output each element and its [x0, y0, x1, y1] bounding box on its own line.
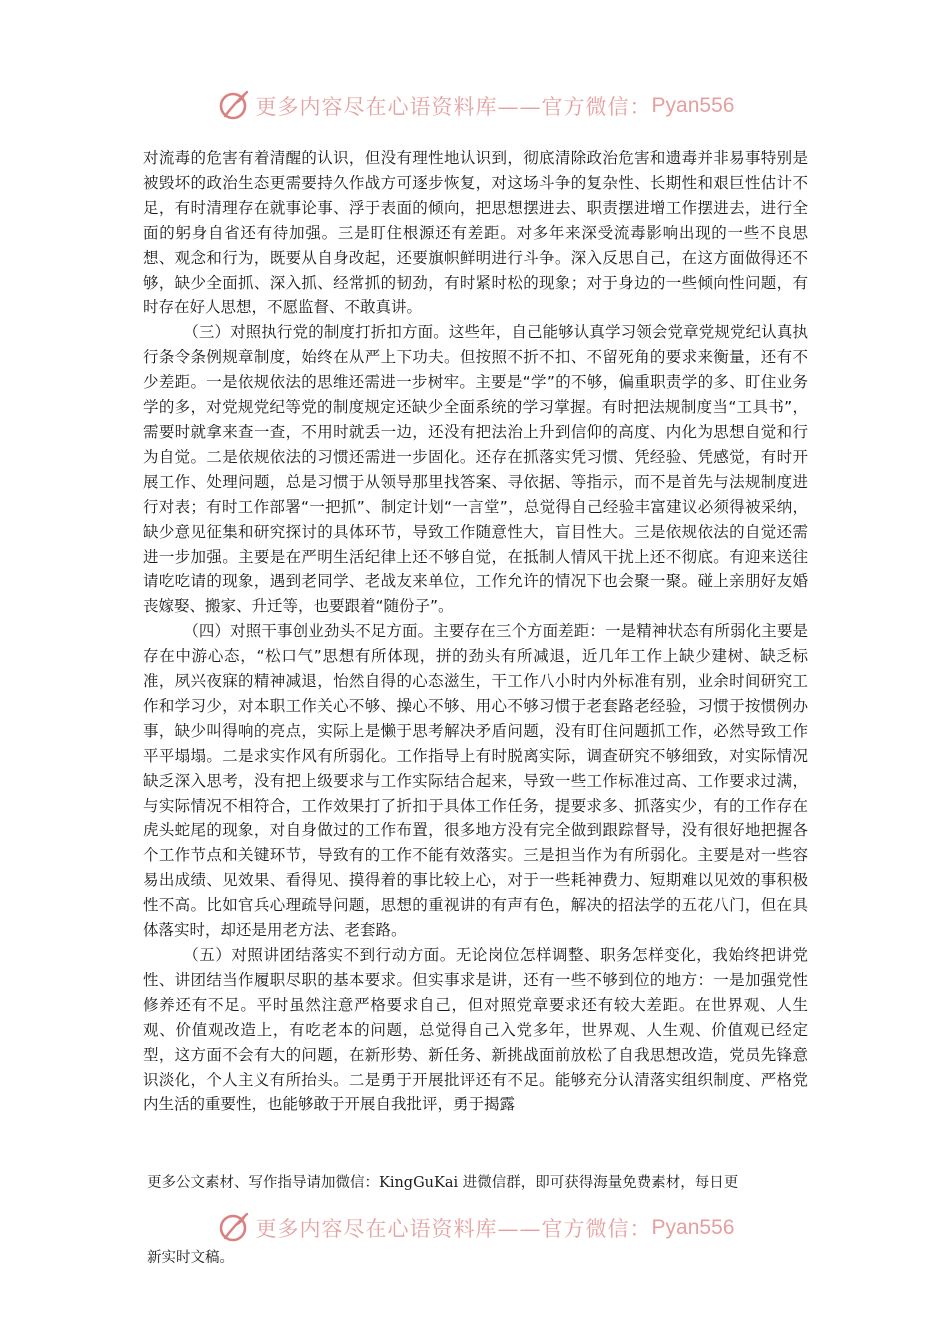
watermark-text: 更多内容尽在心语资料库——官方微信：: [255, 95, 652, 119]
footer-tail: 新实时文稿。: [147, 1250, 234, 1266]
quill-logo-icon: [216, 1211, 250, 1245]
paragraph: （四）对照干事创业劲头不足方面。主要存在三个方面差距：一是精神状态有所弱化主要是存在中游心态，“松口气”思想有所体现，拼的劲头有所减退，近几年工作上缺少建树、缺乏标准，夙兴夜寐的精神减退，怡然自得的心态滋生，干工作八小时内外标准有别，业余时间研究工作和学习少，对本职工作关心不够、操心不够、用心不够习惯于老套路老经验，习惯于按惯例办事，缺少叫得响的亮点，实际上是懒于思考解决矛盾问题，没有盯住问题抓工作，必然导致工作平平塌塌。二是求实作风有所弱化。工作指导上有时脱离实际，调查研究不够细致，对实际情况缺乏深入思考，没有把上级要求与工作实际结合起来，导致一些工作标准过高、工作要求过满，与实际情况不相符合，工作效果打了折扣于具体工作任务，提要求多、抓落实少，有的工作存在虎头蛇尾的现象，对自身做过的工作布置，很多地方没有完全做到跟踪督导，没有很好地把握各个工作节点和关键环节，导致有的工作不能有效落实。三是担当作为有所弱化。主要是对一些容易出成绩、见效果、看得见、摸得着的事比较上心，对于一些耗神费力、短期难以见效的事积极性不高。比如官兵心理疏导问题，思想的重视讲的有声有色，解决的招法学的五花八门，但在具体落实时，却还是用老方法、老套路。: [143, 622, 808, 940]
watermark-wechat-id: Pyan556: [651, 94, 735, 117]
paragraph: （三）对照执行党的制度打折扣方面。这些年，自己能够认真学习领会党章党规党纪认真执行条令条例规章制度，始终在从严上下功夫。但按照不折不扣、不留死角的要求来衡量，还有不少差距。一是依规依法的思维还需进一步树牢。主要是“学”的不够，偏重职责学的多、盯住业务学的多，对党规党纪等党的制度规定还缺少全面系统的学习掌握。有时把法规制度当“工具书”，需要时就拿来查一查，不用时就丢一边，还没有把法治上升到信仰的高度、内化为思想自觉和行为自觉。二是依规依法的习惯还需进一步固化。还存在抓落实凭习惯、凭经验、凭感觉，有时开展工作、处理问题，总是习惯于从领导那里找答案、寻依据、等指示，而不是首先与法规制度进行对表；有时工作部署“一把抓”、制定计划“一言堂”，总觉得自己经验丰富建议必须得被采纳，缺少意见征集和研究探讨的具体环节，导致工作随意性大，盲目性大。三是依规依法的自觉还需进一步加强。主要是在严明生活纪律上还不够自觉，在抵制人情风干扰上还不彻底。有迎来送往请吃吃请的现象，遇到老同学、老战友来单位，工作允许的情况下也会聚一聚。碰上亲朋好友婚丧嫁娶、搬家、升迁等，也要跟着“随份子”。: [143, 323, 808, 616]
document-body: [143, 146, 808, 1117]
quill-logo-icon: [216, 89, 250, 123]
paragraph: （五）对照讲团结落实不到行动方面。无论岗位怎样调整、职务怎样变化，我始终把讲党性、讲团结当作履职尽职的基本要求。但实事求是讲，还有一些不够到位的地方：一是加强党性修养还有不足。平时虽然注意严格要求自己，但对照党章要求还有较大差距。在世界观、人生观、价值观改造上，有吃老本的问题，总觉得自己入党多年，世界观、人生观、价值观已经定型，这方面不会有大的问题，在新形势、新任务、新挑战面前放松了自我思想改造，党员先锋意识淡化，个人主义有所抬头。二是勇于开展批评还有不足。能够充分认清落实组织制度、严格党内生活的重要性，也能够敢于开展自我批评，勇于揭露: [143, 946, 808, 1114]
watermark-wechat-id: Pyan556: [651, 1216, 735, 1239]
watermark-text: 更多内容尽在心语资料库——官方微信：: [255, 1217, 652, 1241]
watermark-footer: [0, 1208, 950, 1248]
footer-note: 更多公文素材、写作指导请加微信：KingGuKai 进微信群，即可获得海量免费素材，每日更: [147, 1175, 739, 1191]
paragraph: 对流毒的危害有着清醒的认识，但没有理性地认识到，彻底清除政治危害和遗毒并非易事特别是被毁坏的政治生态更需要持久作战方可逐步恢复，对这场斗争的复杂性、长期性和艰巨性估计不足，有时清理存在就事论事、浮于表面的倾向，把思想摆进去、职责摆进增工作摆进去，进行全面的躬身自省还有待加强。三是盯住根源还有差距。对多年来深受流毒影响出现的一些不良思想、观念和行为，既要从自身改起，还要旗帜鲜明进行斗争。深入反思自己，在这方面做得还不够，缺少全面抓、深入抓、经常抓的韧劲，有时紧时松的现象；对于身边的一些倾向性问题，有时存在好人思想，不愿监督、不敢真讲。: [143, 149, 808, 317]
watermark-header: [0, 86, 950, 126]
